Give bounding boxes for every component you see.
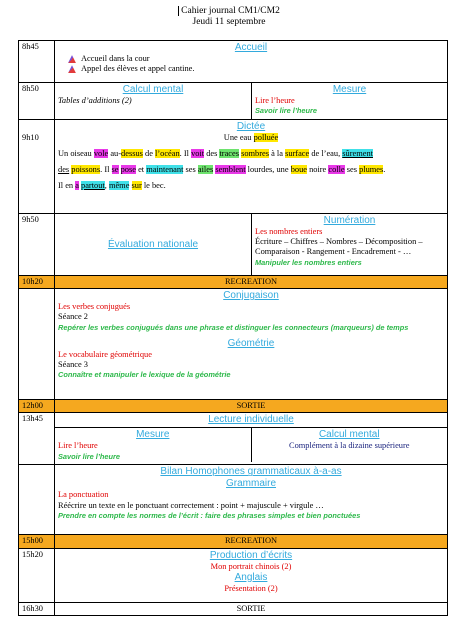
row-sortie-2: [19, 602, 448, 615]
production-anglais-cell: [55, 548, 448, 602]
section-title-mesure: Mesure: [332, 84, 367, 95]
section-title-bilan: Bilan Homophones grammaticaux à-a-as: [160, 466, 342, 478]
break-label: SORTIE: [55, 400, 448, 413]
list-item: Appel des élèves et appel cantine.: [58, 64, 444, 74]
section-title-calcul-mental: Calcul mental: [122, 84, 184, 95]
lesson-objective: Repérer les verbes conjugués dans une phrase et distinguer les connecteurs (marqueurs) de temps: [58, 322, 409, 332]
time-cell: 9h50: [19, 214, 55, 276]
row-accueil: [19, 41, 448, 83]
conjugaison-geometrie-cell: [55, 289, 448, 400]
accueil-cell: [55, 41, 448, 83]
lesson-topic: Présentation (2): [224, 583, 278, 593]
dictee-subtitle: Une eau polluée: [223, 133, 279, 142]
mesure-cell: [55, 428, 251, 462]
row-830: [19, 83, 448, 120]
activity-text: Séance 3: [58, 359, 88, 369]
time-cell: [19, 289, 55, 400]
activity-text: Écriture – Chiffres – Nombres – Décomposition – Comparaison - Rangement - Encadrement - …: [255, 237, 423, 257]
row-bilan-grammaire: [19, 465, 448, 535]
section-title-grammaire: Grammaire: [226, 478, 277, 490]
section-title-lecture: Lecture individuelle: [208, 414, 294, 426]
break-label: RECREATION: [55, 535, 448, 548]
time-cell: 9h10: [19, 120, 55, 214]
schedule-table: [18, 40, 448, 616]
header-title: Cahier journal CM1/CM2: [178, 6, 280, 16]
triangle-bullet-icon: [68, 55, 76, 63]
dictee-paragraph-1: Un oiseau vole au-dessus de l’océan. Il voit des traces sombres à la surface de l’eau, sûrement: [58, 149, 373, 159]
evaluation-cell: [55, 214, 252, 276]
dictee-paragraph-2: des poissons. Il se pose et maintenant ses ailes semblent lourdes, une boue noire colle ses plumes.: [58, 165, 386, 175]
time-cell: [19, 465, 55, 535]
row-sortie-1: [19, 400, 448, 413]
header-date: Jeudi 11 septembre: [192, 17, 266, 27]
lesson-objective: Connaître et manipuler le lexique de la géométrie: [58, 370, 231, 380]
lecture-cell: [55, 413, 448, 465]
time-cell: 15h00: [19, 535, 55, 548]
calcul-mental-cell: [55, 83, 252, 120]
activity-text: Séance 2: [58, 312, 88, 322]
triangle-bullet-icon: [68, 65, 76, 73]
section-title-evaluation: Évaluation nationale: [107, 238, 199, 250]
section-title-geometrie: Géométrie: [227, 337, 275, 349]
section-title-production: Production d’écrits: [209, 549, 293, 561]
section-title-calcul-mental: Calcul mental: [318, 429, 380, 441]
section-title-dictee: Dictée: [236, 121, 266, 132]
break-label: RECREATION: [55, 276, 448, 289]
lesson-topic: Les verbes conjugués: [58, 302, 131, 312]
row-recreation-2: [19, 535, 448, 548]
section-title-anglais: Anglais: [234, 571, 268, 583]
break-label: SORTIE: [55, 602, 448, 615]
list-item: Accueil dans la cour: [58, 54, 444, 64]
row-950: [19, 214, 448, 276]
calcul-mental-cell: [251, 428, 447, 462]
lesson-topic: Lire l’heure: [58, 441, 98, 451]
lesson-topic: Lire l’heure: [255, 96, 295, 105]
time-cell: 13h45: [19, 413, 55, 465]
activity-text: Réécrire un texte en le ponctuant correctement : point + majuscule + virgule …: [58, 500, 324, 510]
lesson-objective: Savoir lire l’heure: [58, 451, 121, 461]
section-title-mesure: Mesure: [136, 429, 170, 441]
time-cell: 16h30: [19, 602, 55, 615]
section-title-conjugaison: Conjugaison: [223, 290, 279, 302]
mesure-cell: [252, 83, 448, 120]
row-recreation-1: [19, 276, 448, 289]
lesson-topic: Les nombres entiers: [255, 227, 323, 236]
grammaire-cell: [55, 465, 448, 535]
time-cell: 10h20: [19, 276, 55, 289]
row-1345: [19, 413, 448, 465]
dictee-paragraph-3: Il en a partout, même sur le bec.: [58, 181, 166, 191]
row-dictee: [19, 120, 448, 214]
row-1520: [19, 548, 448, 602]
section-title-accueil: Accueil: [234, 42, 268, 53]
time-cell: 15h20: [19, 548, 55, 602]
row-conjugaison-geometrie: [19, 289, 448, 400]
lesson-topic: La ponctuation: [58, 490, 109, 500]
dictee-cell: [55, 120, 448, 214]
lesson-objective: Savoir lire l’heure: [255, 106, 318, 116]
lesson-topic: Le vocabulaire géométrique: [58, 349, 152, 359]
journal-header: [0, 6, 458, 28]
lesson-topic: Mon portrait chinois (2): [210, 561, 292, 571]
section-title-numeration: Numération: [323, 215, 376, 226]
numeration-cell: [252, 214, 448, 276]
lesson-objective: Prendre en compte les normes de l’écrit : faire des phrases simples et bien ponctuées: [58, 510, 361, 520]
time-cell: 12h00: [19, 400, 55, 413]
activity-text: Tables d’additions (2): [58, 96, 132, 105]
activity-text: Complément à la dizaine supérieure: [289, 441, 410, 451]
lesson-objective: Manipuler les nombres entiers: [255, 257, 362, 267]
lecture-subtable: [55, 427, 447, 461]
time-cell: 8h50: [19, 83, 55, 120]
time-cell: 8h45: [19, 41, 55, 83]
